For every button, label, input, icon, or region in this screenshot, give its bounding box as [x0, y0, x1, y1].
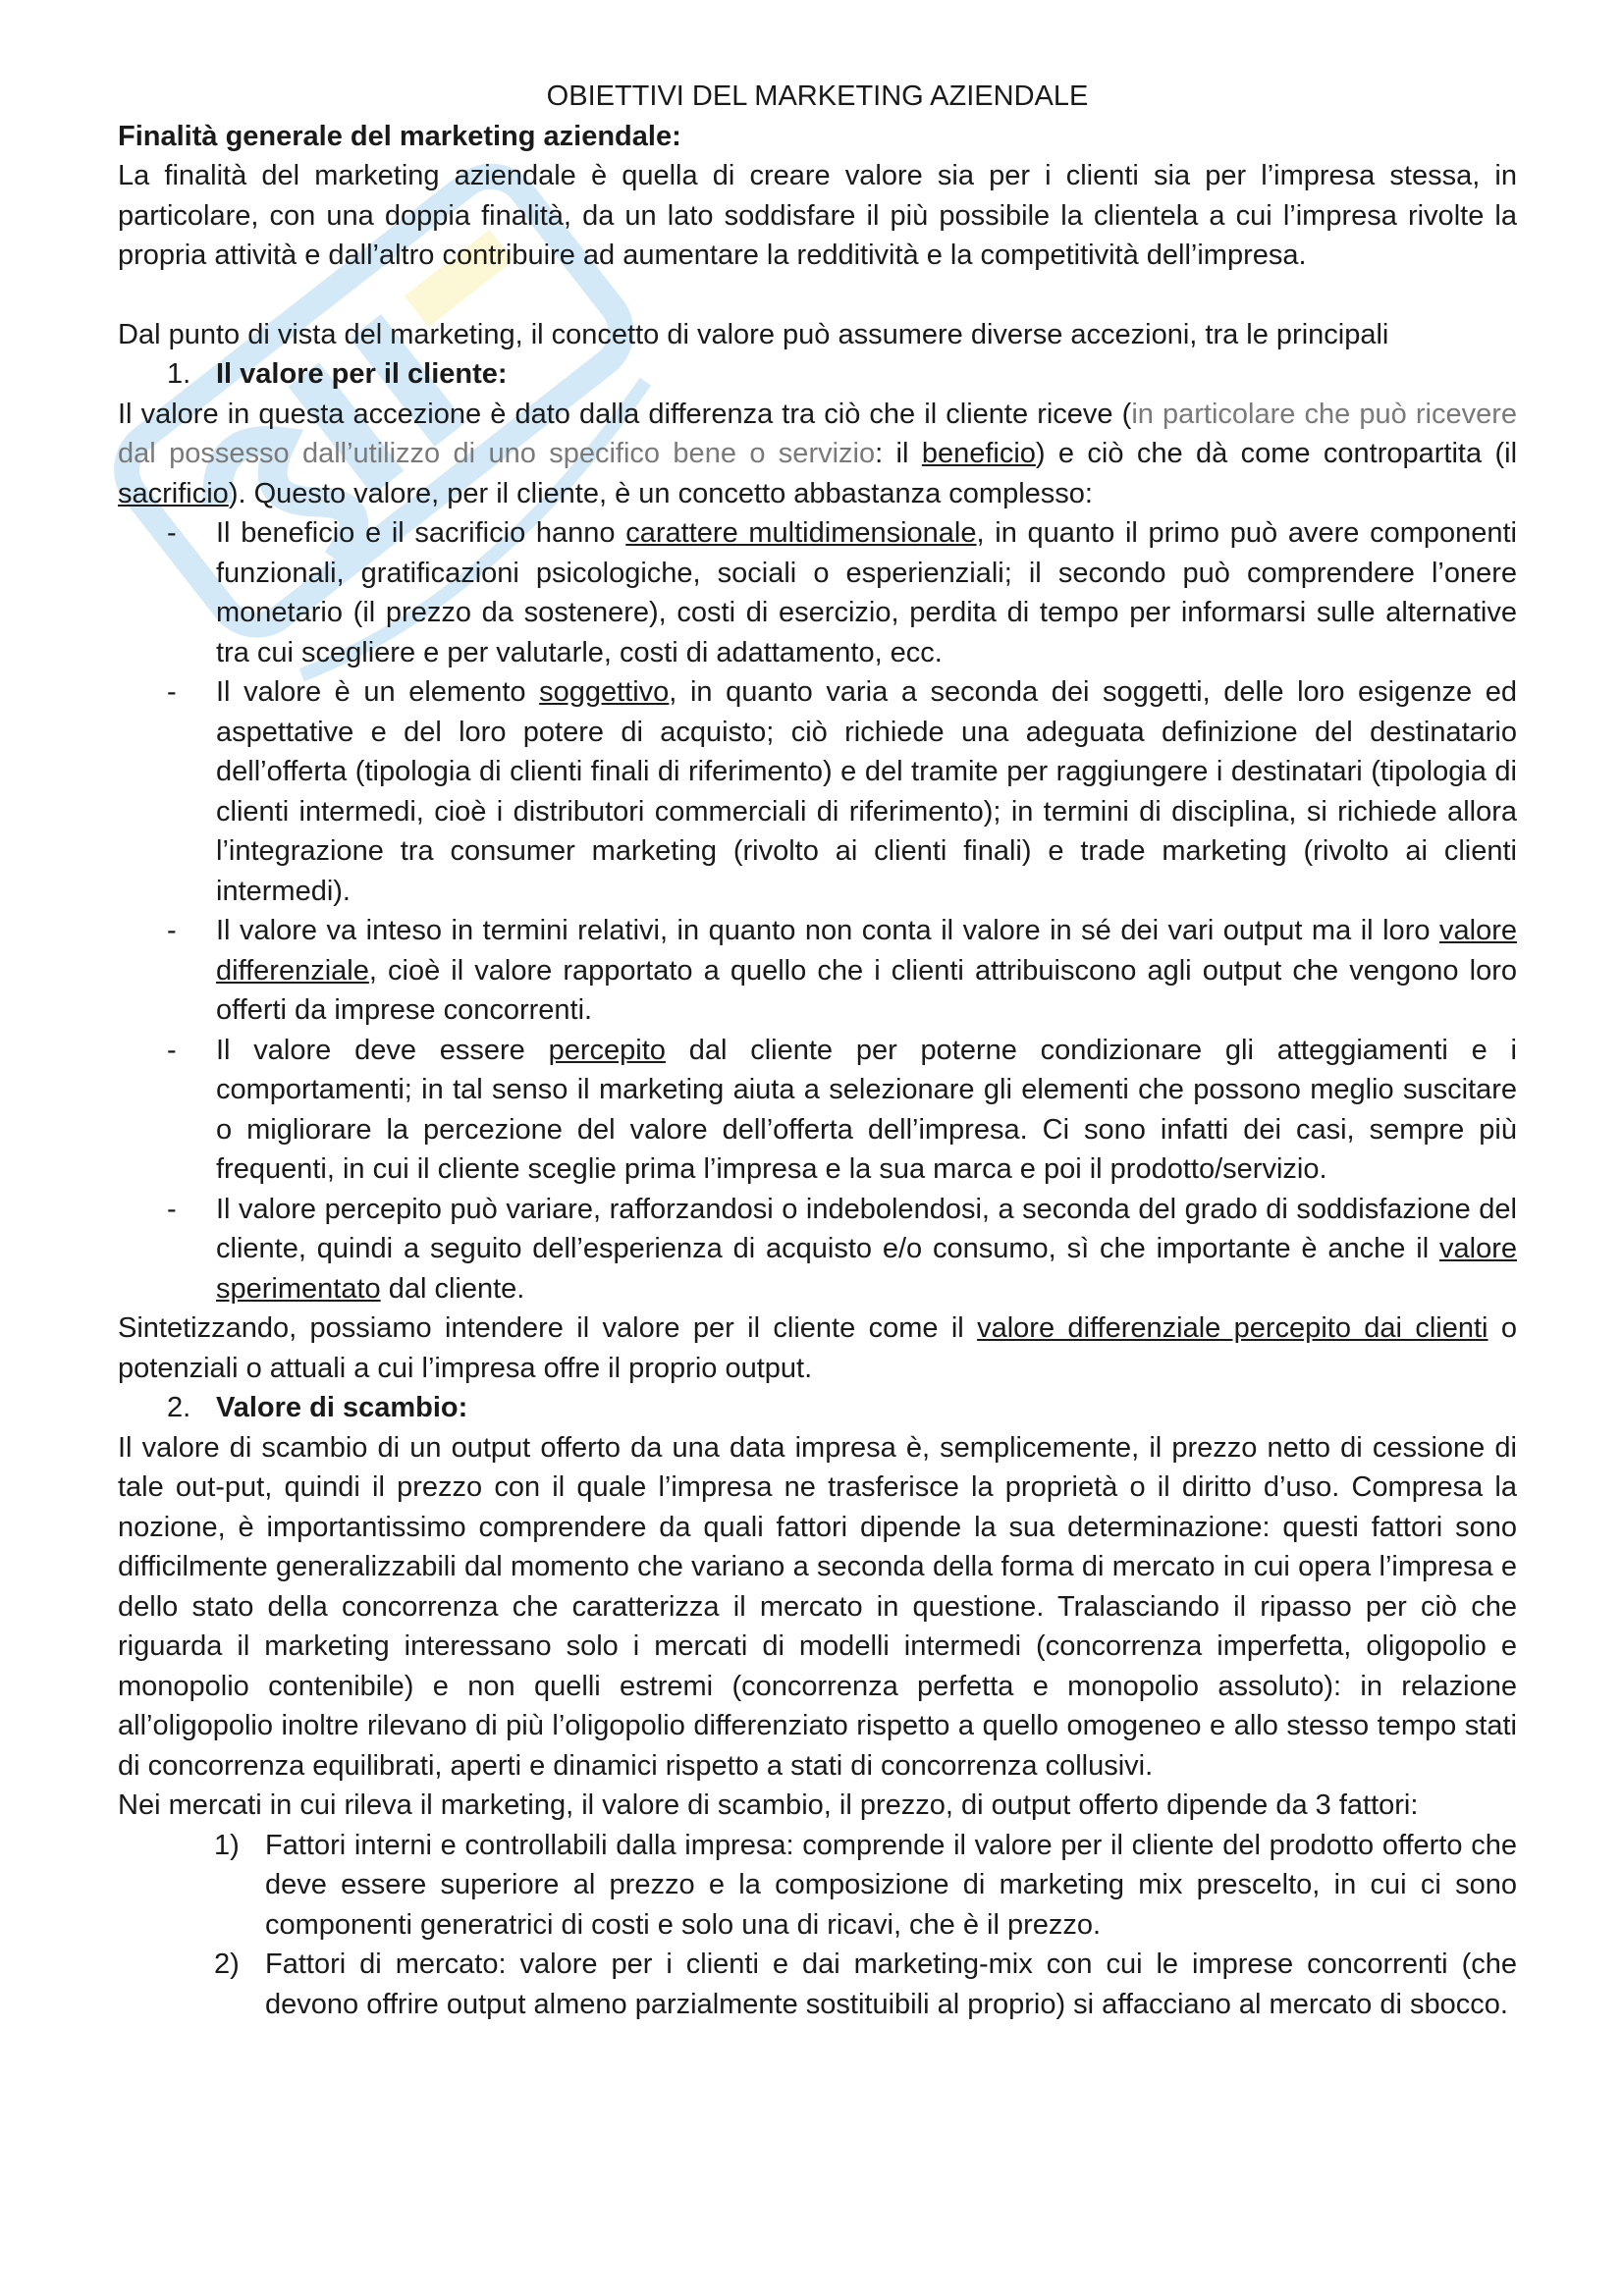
valore-scambio-paragraph: Il valore di scambio di un output offerto da una data impresa è, semplicemente, il prezzo netto di cessione di tale out-put, quindi il prezzo con il quale l’impresa ne trasferisce la proprietà o il diritto d’uso. Compresa la nozione, è importantissimo comprendere da quali fattori dipende la sua determinazione: questi fattori sono difficilmente generalizzabili dal momento che variano a seconda della forma di mercato in cui opera l’impresa e dello stato della concorrenza che caratterizza il mercato in questione. Tralasciando il ripasso per ciò che riguarda il marketing interessano solo i mercati di modelli intermedi (concorrenza imperfetta, oligopolio e monopolio contenibile) e non quelli estremi (concorrenza perfetta e monopolio assoluto): in relazione all’oligopolio inoltre rilevano di più l’oligopolio differenziato rispetto a quello omogeneo e allo stesso tempo stati di concorrenza equilibrati, aperti e dinamici rispetto a stati di concorrenza collusivi.: [118, 1431, 1517, 1782]
section-number: 2.: [167, 1392, 191, 1423]
spacer: [118, 276, 1517, 315]
bullet-marker: -: [167, 517, 177, 549]
list-item-text: Fattori di mercato: valore per i clienti e dai marketing-mix con cui le imprese concorrenti (che devono offrire output almeno parzialmente sostituibili al proprio) si affacciano al mercato di sbocco.: [265, 1949, 1517, 2020]
list-item: - Il valore deve essere percepito dal cliente per poterne condizionare gli atteggiamenti e i comportamenti; in tal senso il marketing aiuta a selezionare gli elementi che possono meglio suscitare o migliorare la percezione del valore dell’offerta dell’impresa. Ci sono infatti dei casi, sempre più frequenti, in cui il cliente sceglie prima l’impresa e la sua marca e poi il prodotto/servizio.: [118, 1031, 1517, 1190]
section-heading-valore-cliente: [118, 354, 1517, 395]
list-item: - Il beneficio e il sacrificio hanno carattere multidimensionale, in quanto il primo può avere componenti funzionali, gratificazioni psicologiche, sociali o esperienziali; il secondo può comprendere l’onere monetario (il prezzo da sostenere), costi di esercizio, perdita di tempo per informarsi sulle alternative tra cui scegliere e per valutarle, costi di adattamento, ecc.: [118, 513, 1517, 672]
bullet-marker: -: [167, 1193, 177, 1225]
list-item-text: Fattori interni e controllabili dalla impresa: comprende il valore per il cliente del prodotto offerto che deve essere superiore al prezzo e la composizione di marketing mix prescelto, in cui ci sono componenti generatrici di costi e solo una di ricavi, che è il prezzo.: [265, 1829, 1517, 1941]
section-number: 1.: [167, 358, 191, 390]
value-intro-paragraph: Dal punto di vista del marketing, il concetto di valore può assumere diverse accezioni, tra le principali: [118, 318, 1389, 350]
list-item: [118, 1945, 1517, 2024]
list-item: - Il valore va inteso in termini relativi, in quanto non conta il valore in sé dei vari output ma il loro valore differenziale, cioè il valore rapportato a quello che i clienti attribuiscono agli output che vengono loro offerti da imprese concorrenti.: [118, 911, 1517, 1031]
fattori-intro-paragraph: Nei mercati in cui rileva il marketing, il valore di scambio, il prezzo, di output offerto dipende da 3 fattori:: [118, 1789, 1419, 1821]
section-heading-finalita: Finalità generale del marketing aziendale:: [118, 120, 681, 152]
bullet-marker: -: [167, 915, 177, 946]
valore-cliente-paragraph: Il valore in questa accezione è dato dalla differenza tra ciò che il cliente riceve (in particolare che può ricevere dal possesso dall’utilizzo di uno specifico bene o servizio: il beneficio) e ciò che dà come contropartita (il sacrificio). Questo valore, per il cliente, è un concetto abbastanza complesso:: [118, 398, 1518, 509]
summary-paragraph: Sintetizzando, possiamo intendere il valore per il cliente come il valore differenziale percepito dai clienti o potenziali o attuali a cui l’impresa offre il proprio output.: [118, 1312, 1518, 1384]
page-title: OBIETTIVI DEL MARKETING AZIENDALE: [546, 80, 1089, 112]
bullet-marker: -: [167, 676, 177, 708]
list-marker: 1): [214, 1829, 240, 1861]
list-marker: 2): [214, 1949, 240, 1980]
bullet-marker: -: [167, 1034, 177, 1066]
list-item: [118, 1826, 1517, 1946]
list-item: - Il valore è un elemento soggettivo, in quanto varia a seconda dei soggetti, delle loro esigenze ed aspettative e del loro potere di acquisto; ciò richiede una adeguata definizione del destinatario dell’offerta (tipologia di clienti finali di riferimento) e del tramite per raggiungere i destinatari (tipologia di clienti intermedi, cioè i distributori commerciali di riferimento); in termini di disciplina, si richiede allora l’integrazione tra consumer marketing (rivolto ai clienti finali) e trade marketing (rivolto ai clienti intermedi).: [118, 672, 1517, 911]
section-heading-valore-scambio: [118, 1388, 1517, 1428]
section-title: Il valore per il cliente:: [216, 358, 508, 390]
intro-paragraph: La finalità del marketing aziendale è quella di creare valore sia per i clienti sia per l’impresa stessa, in particolare, con una doppia finalità, da un lato soddisfare il più possibile la clientela a cui l’impresa rivolte la propria attività e dall’altro contribuire ad aumentare la redditività e la competitività dell’impresa.: [118, 160, 1517, 271]
document-page: [118, 77, 1517, 2024]
section-title: Valore di scambio:: [216, 1392, 468, 1423]
list-item: - Il valore percepito può variare, rafforzandosi o indebolendosi, a seconda del grado di soddisfazione del cliente, quindi a seguito dell’esperienza di acquisto e/o consumo, sì che importante è anche il valore sperimentato dal cliente.: [118, 1190, 1517, 1309]
